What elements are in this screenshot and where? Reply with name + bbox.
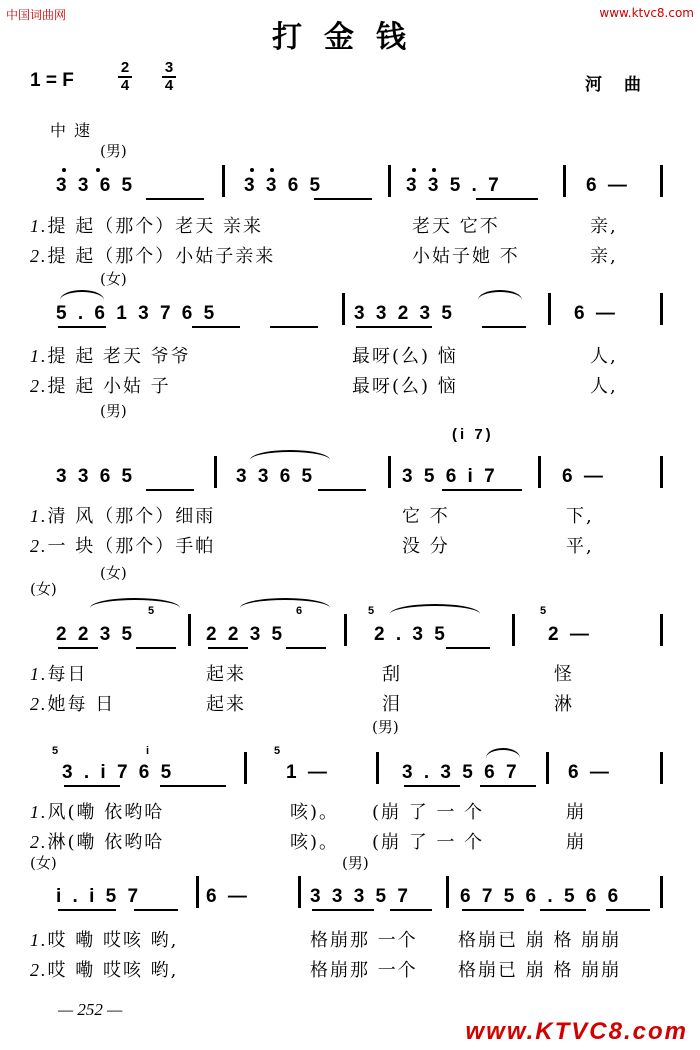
octave-dot xyxy=(250,168,254,172)
barline xyxy=(660,876,663,908)
barline xyxy=(538,456,541,488)
measure-6-3: 3 3 3 5 7 xyxy=(310,886,411,907)
grace-note: i xyxy=(146,745,150,757)
lyrics-2-verse-2c: 人, xyxy=(590,376,618,397)
key-signature: 1 = F xyxy=(30,70,74,91)
measure-5-1: 3 . i 7 6 5 xyxy=(62,762,175,783)
octave-dot xyxy=(432,168,436,172)
lyrics-5-verse-2c: (崩 了 一 个 xyxy=(372,832,485,853)
grace-note: 5 xyxy=(368,605,375,617)
lyrics-4-verse-1c: 刮 xyxy=(382,664,402,685)
beam xyxy=(314,198,372,200)
lyrics-1-verse-1c: 亲, xyxy=(590,216,618,237)
beam xyxy=(606,909,650,911)
role-female: (女) xyxy=(30,580,57,598)
beam xyxy=(462,909,524,911)
beam xyxy=(446,647,490,649)
page-number: — 252 — xyxy=(58,1000,123,1019)
beam xyxy=(476,198,538,200)
beam xyxy=(58,326,106,328)
measure-4-1: 2 2 3 5 xyxy=(56,624,136,645)
barline xyxy=(660,165,663,197)
measure-6-2: 6 — xyxy=(206,886,250,907)
slur xyxy=(486,748,520,758)
beam xyxy=(480,785,536,787)
lyrics-3-verse-2: 2.一 块（那个）手帕 xyxy=(30,536,216,557)
measure-3-1: 3 3 6 5 xyxy=(56,466,136,487)
barline xyxy=(244,752,247,784)
lyrics-1-verse-1b: 老天 它不 xyxy=(412,216,500,237)
measure-3-4: 6 — xyxy=(562,466,606,487)
octave-dot xyxy=(412,168,416,172)
lyrics-4-verse-1d: 怪 xyxy=(554,664,574,685)
beam xyxy=(192,326,240,328)
barline xyxy=(660,456,663,488)
barline xyxy=(660,293,663,325)
measure-3-2: 3 3 6 5 xyxy=(236,466,316,487)
lyrics-4-verse-2c: 泪 xyxy=(382,694,402,715)
measure-1-2: 3 3 6 5 xyxy=(244,175,324,196)
barline xyxy=(188,614,191,646)
grace-note: 6 xyxy=(296,605,303,617)
song-title: 打金钱 xyxy=(272,20,428,55)
barline xyxy=(512,614,515,646)
measure-4-3: 2 . 3 5 xyxy=(374,624,448,645)
beam xyxy=(136,647,176,649)
grace-note: 5 xyxy=(274,745,281,757)
lyrics-6-verse-2b: 格崩那 一个 xyxy=(310,960,418,981)
lyrics-1-verse-2b: 小姑子她 不 xyxy=(412,246,520,267)
octave-dot xyxy=(62,168,66,172)
barline xyxy=(660,752,663,784)
beam xyxy=(318,489,366,491)
lyrics-2-verse-1: 1.提 起 老天 爷爷 xyxy=(30,346,191,367)
slur xyxy=(90,598,180,608)
lyrics-1-verse-2: 2.提 起（那个）小姑子亲来 xyxy=(30,246,276,267)
beam xyxy=(146,489,194,491)
role-male: (男) xyxy=(100,402,127,420)
measure-1-3: 3 3 5 . 7 xyxy=(406,175,502,196)
lyrics-5-verse-1: 1.风(嘞 依哟哈 xyxy=(30,802,165,823)
beam xyxy=(208,647,248,649)
lyrics-5-verse-1c: (崩 了 一 个 xyxy=(372,802,485,823)
grace-note: 5 xyxy=(148,605,155,617)
lyrics-5-verse-2: 2.淋(嘞 依哟哈 xyxy=(30,832,165,853)
lyrics-3-verse-1: 1.清 风（那个）细雨 xyxy=(30,506,216,527)
grace-note: 5 xyxy=(52,745,59,757)
footer-watermark: www.KTVC8.com xyxy=(465,1018,688,1045)
beam xyxy=(286,647,326,649)
beam xyxy=(270,326,318,328)
barline xyxy=(196,876,199,908)
lyrics-5-verse-2b: 咳)。 xyxy=(290,832,340,853)
barline xyxy=(344,614,347,646)
slur xyxy=(60,290,104,300)
barline xyxy=(376,752,379,784)
beam xyxy=(146,198,204,200)
beam xyxy=(404,785,460,787)
measure-2-3: 6 — xyxy=(574,303,618,324)
beam xyxy=(442,489,522,491)
beam xyxy=(58,647,98,649)
role-female: (女) xyxy=(30,854,57,872)
measure-5-3: 3 . 3 5 6 7 xyxy=(402,762,520,783)
barline xyxy=(548,293,551,325)
measure-4-4: 2 — xyxy=(548,624,592,645)
octave-dot xyxy=(270,168,274,172)
measure-5-4: 6 — xyxy=(568,762,612,783)
beam xyxy=(134,909,178,911)
measure-1-1: 3 3 6 5 xyxy=(56,175,136,196)
role-male: (男) xyxy=(100,142,127,160)
role-female: (女) xyxy=(100,564,127,582)
watermark-right: www.ktvc8.com xyxy=(599,6,694,20)
time-signature-2-4: 2 4 xyxy=(118,60,132,94)
measure-6-1: i . i 5 7 xyxy=(56,886,142,907)
time-signature-3-4: 3 4 xyxy=(162,60,176,94)
beam xyxy=(482,326,526,328)
measure-5-2: 1 — xyxy=(286,762,330,783)
barline xyxy=(546,752,549,784)
beam xyxy=(540,909,586,911)
beam xyxy=(390,909,432,911)
barline xyxy=(446,876,449,908)
slur xyxy=(240,598,330,608)
lyrics-3-verse-2c: 平, xyxy=(566,536,594,557)
lyrics-5-verse-2d: 崩 xyxy=(566,832,586,853)
barline xyxy=(388,456,391,488)
lyrics-6-verse-2c: 格崩已 崩 格 崩崩 xyxy=(458,960,622,981)
barline xyxy=(298,876,301,908)
grace-note: 5 xyxy=(540,605,547,617)
beam xyxy=(160,785,226,787)
slur xyxy=(478,290,522,300)
barline xyxy=(342,293,345,325)
lyrics-6-verse-1c: 格崩已 崩 格 崩崩 xyxy=(458,930,622,951)
lyrics-6-verse-1: 1.哎 嘞 哎咳 哟, xyxy=(30,930,179,951)
lyrics-5-verse-1b: 咳)。 xyxy=(290,802,340,823)
barline xyxy=(563,165,566,197)
lyrics-5-verse-1d: 崩 xyxy=(566,802,586,823)
lyrics-3-verse-1b: 它 不 xyxy=(402,506,450,527)
slur xyxy=(250,450,330,460)
lyrics-1-verse-1: 1.提 起（那个）老天 亲来 xyxy=(30,216,263,237)
measure-4-2: 2 2 3 5 xyxy=(206,624,286,645)
barline xyxy=(388,165,391,197)
measure-6-4: 6 7 5 6 . 5 6 6 xyxy=(460,886,622,907)
measure-2-2: 3 3 2 3 5 xyxy=(354,303,455,324)
beam xyxy=(58,909,116,911)
barline xyxy=(222,165,225,197)
lyrics-6-verse-1b: 格崩那 一个 xyxy=(310,930,418,951)
composer-label: 河曲 xyxy=(585,75,663,95)
role-male: (男) xyxy=(372,718,399,736)
tempo-marking: 中速 xyxy=(50,121,99,140)
beam xyxy=(356,326,432,328)
lyrics-4-verse-2d: 淋 xyxy=(554,694,574,715)
beam xyxy=(312,909,374,911)
lyrics-4-verse-2b: 起来 xyxy=(206,694,246,715)
watermark-left: 中国词曲网 xyxy=(6,8,67,22)
slur xyxy=(390,604,480,614)
lyrics-2-verse-1b: 最呀(么) 恼 xyxy=(352,346,458,367)
lyrics-6-verse-2: 2.哎 嘞 哎咳 哟, xyxy=(30,960,179,981)
octave-dot xyxy=(96,168,100,172)
measure-1-4: 6 — xyxy=(586,175,630,196)
measure-2-1: 5 . 6 1 3 7 6 5 xyxy=(56,303,218,324)
lyrics-4-verse-2: 2.她每 日 xyxy=(30,694,116,715)
barline xyxy=(660,614,663,646)
lyrics-4-verse-1b: 起来 xyxy=(206,664,246,685)
role-female: (女) xyxy=(100,270,127,288)
lyrics-3-verse-1c: 下, xyxy=(566,506,594,527)
lyrics-1-verse-2c: 亲, xyxy=(590,246,618,267)
beam xyxy=(64,785,120,787)
barline xyxy=(214,456,217,488)
role-male: (男) xyxy=(342,854,369,872)
grace-above: (i 7) xyxy=(452,426,494,443)
lyrics-4-verse-1: 1.每日 xyxy=(30,664,88,685)
lyrics-2-verse-1c: 人, xyxy=(590,346,618,367)
lyrics-2-verse-2b: 最呀(么) 恼 xyxy=(352,376,458,397)
measure-3-3: 3 5 6 i 7 xyxy=(402,466,498,487)
lyrics-3-verse-2b: 没 分 xyxy=(402,536,450,557)
lyrics-2-verse-2: 2.提 起 小姑 子 xyxy=(30,376,171,397)
